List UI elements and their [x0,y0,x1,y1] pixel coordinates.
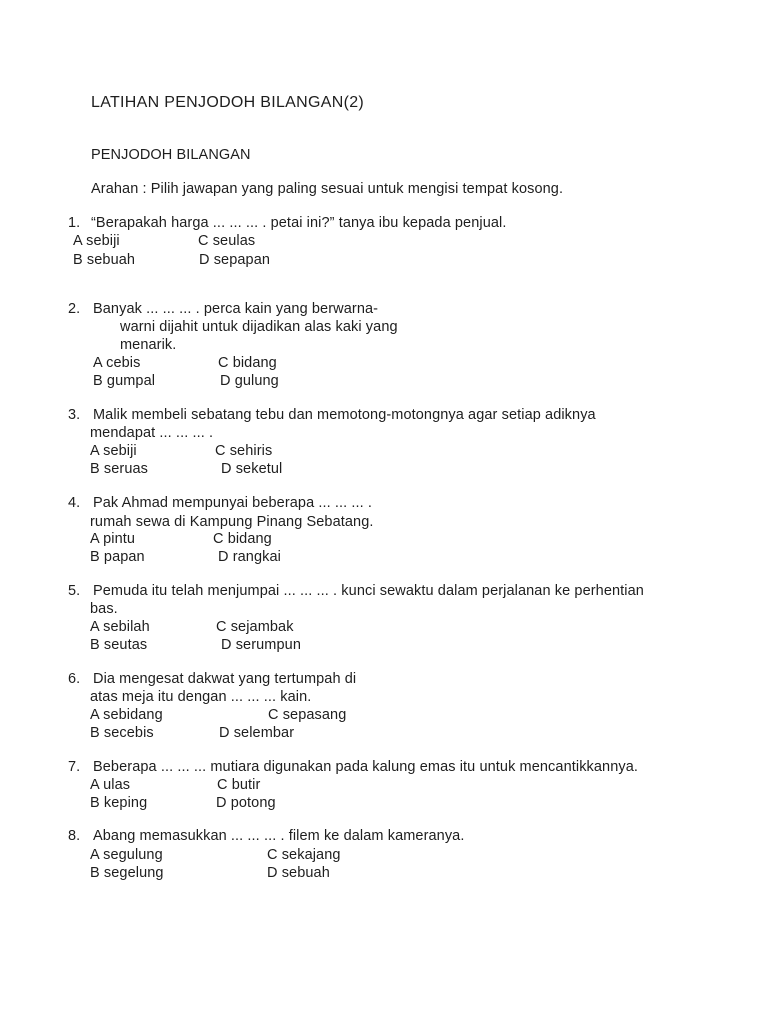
question-text: “Berapakah harga ... ... ... . petai ini?” tanya ibu kepada penjual. [91,215,507,231]
option-b: B seutas [90,637,148,653]
question-text: Abang memasukkan ... ... ... . filem ke dalam kameranya. [93,828,465,844]
option-c: C sehiris [215,443,273,459]
question-text: bas. [90,601,118,617]
question-number: 3. [68,407,81,423]
option-c: C seulas [198,233,256,249]
question-text: Beberapa ... ... ... mutiara digunakan pada kalung emas itu untuk mencantikkannya. [93,759,639,775]
option-d: D rangkai [218,549,281,565]
option-b: B segelung [90,865,164,881]
question-text: warni dijahit untuk dijadikan alas kaki yang [120,319,398,335]
page-title: LATIHAN PENJODOH BILANGAN(2) [91,94,365,111]
option-d: D gulung [220,373,279,389]
option-a: A sebiji [73,233,120,249]
question-text: atas meja itu dengan ... ... ... kain. [90,689,312,705]
option-c: C sepasang [268,707,347,723]
option-d: D sepapan [199,252,271,268]
option-c: C sejambak [216,619,294,635]
option-d: D seketul [221,461,283,477]
option-b: B papan [90,549,145,565]
option-a: A sebidang [90,707,163,723]
question-number: 5. [68,583,81,599]
option-b: B gumpal [93,373,156,389]
question-number: 1. [68,215,81,231]
option-a: A pintu [90,531,136,547]
question-text: Dia mengesat dakwat yang tertumpah di [93,671,357,687]
question-text: menarik. [120,337,177,353]
option-a: A sebiji [90,443,137,459]
option-b: B keping [90,795,148,811]
question-text: Malik membeli sebatang tebu dan memotong-motongnya agar setiap adiknya [93,407,596,423]
question-number: 8. [68,828,81,844]
question-number: 2. [68,301,81,317]
question-text: mendapat ... ... ... . [90,425,214,441]
question-text: Pemuda itu telah menjumpai ... ... ... . kunci sewaktu dalam perjalanan ke perhentian [93,583,644,599]
question-number: 7. [68,759,81,775]
option-d: D sebuah [267,865,330,881]
question-number: 4. [68,495,81,511]
option-d: D serumpun [221,637,301,653]
option-c: C bidang [218,355,277,371]
question-number: 6. [68,671,81,687]
option-a: A cebis [93,355,141,371]
option-c: C butir [217,777,261,793]
option-d: D potong [216,795,276,811]
section-subtitle: PENJODOH BILANGAN [91,147,251,163]
option-c: C sekajang [267,847,341,863]
option-b: B seruas [90,461,149,477]
option-a: A ulas [90,777,131,793]
question-text: Pak Ahmad mempunyai beberapa ... ... ... . [93,495,373,511]
instruction-text: Arahan : Pilih jawapan yang paling sesuai untuk mengisi tempat kosong. [91,181,564,197]
option-c: C bidang [213,531,272,547]
question-text: rumah sewa di Kampung Pinang Sebatang. [90,514,374,530]
option-a: A segulung [90,847,163,863]
question-text: Banyak ... ... ... . perca kain yang berwarna- [93,301,379,317]
option-b: B sebuah [73,252,136,268]
option-b: B secebis [90,725,154,741]
option-a: A sebilah [90,619,150,635]
option-d: D selembar [219,725,295,741]
